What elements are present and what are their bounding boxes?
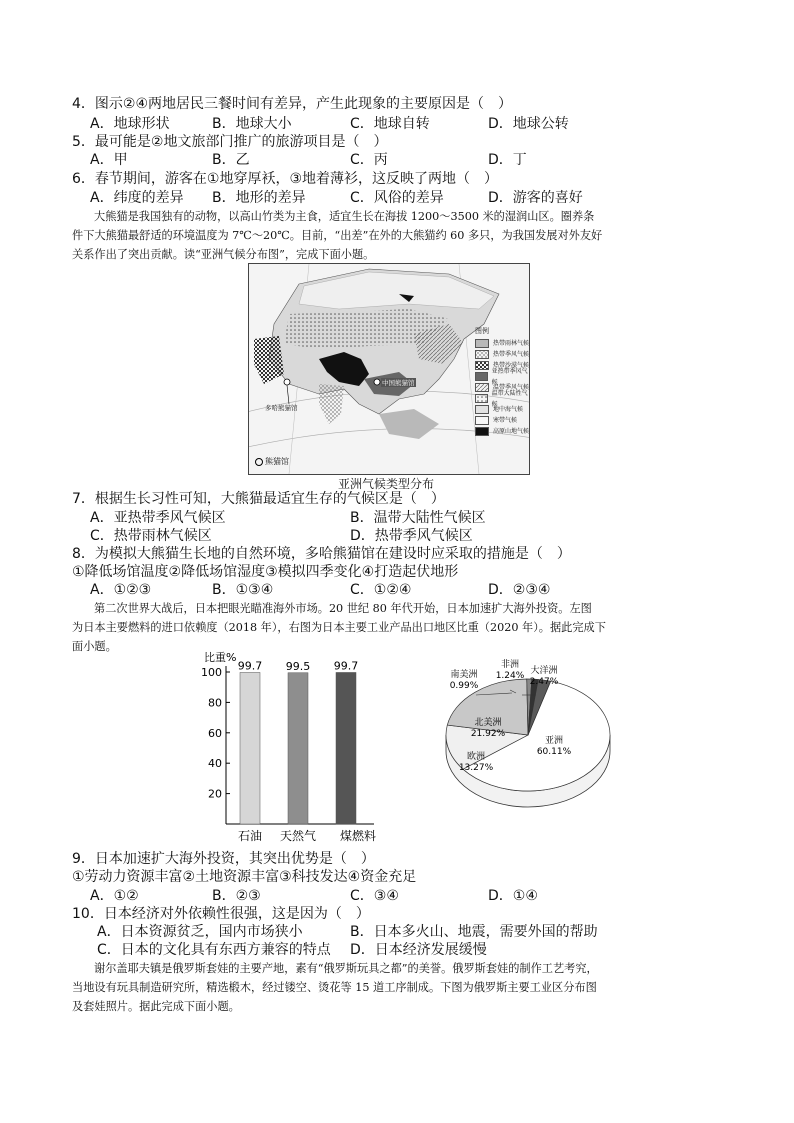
legend-item: 热带雨林气候 (475, 338, 529, 349)
q6-option-d[interactable]: D．游客的喜好 (488, 190, 583, 206)
q9-option-c[interactable]: C．③④ (350, 888, 399, 904)
pavilion-marker-icon (255, 458, 263, 466)
map-legend (475, 326, 529, 437)
q8-option-b[interactable]: B．①③④ (212, 582, 274, 598)
legend-item: 寒带气候 (475, 415, 529, 426)
q10-option-d[interactable]: D．日本经济发展缓慢 (350, 942, 487, 958)
legend-swatch (475, 372, 488, 381)
q5-option-b[interactable]: B．乙 (212, 152, 250, 168)
q9-option-a[interactable]: A．①② (90, 888, 139, 904)
x-axis-label: 燃料 (351, 829, 376, 843)
panda-passage-line-3: 关系作出了突出贡献。读“亚洲气候分布图”，完成下面小题。 (72, 248, 375, 261)
q7-option-a[interactable]: A．亚热带季风气候区 (90, 510, 226, 526)
q8-stem: 8．为模拟大熊猫生长地的自然环境，多哈熊猫馆在建设时应采取的措施是（ ） (72, 546, 571, 562)
q7-option-c[interactable]: C．热带雨林气候区 (90, 528, 212, 544)
y-tick-label: 20 (208, 787, 222, 801)
bar (240, 672, 260, 824)
q5-option-d[interactable]: D．丁 (488, 152, 527, 168)
pie-value-label: 1.24% (495, 671, 525, 681)
pie-value-label: 2.47% (529, 677, 559, 687)
y-tick-label: 80 (208, 696, 222, 710)
export-region-share-chart (436, 655, 626, 825)
pavilion-legend-label: 熊猫馆 (265, 457, 289, 466)
q10-option-a[interactable]: A．日本资源贫乏，国内市场狭小 (97, 924, 303, 940)
q5-option-a[interactable]: A．甲 (90, 152, 128, 168)
q7-option-b[interactable]: B．温带大陆性气候区 (350, 510, 486, 526)
y-tick-label: 100 (201, 666, 222, 679)
q8-statements: ①降低场馆温度②降低场馆湿度③模拟四季变化④打造起伏地形 (72, 564, 459, 580)
china-pavilion-label: 中国熊猫馆 (382, 379, 415, 387)
pie-slice-label: 亚洲 (544, 736, 564, 746)
q9-option-d[interactable]: D．①④ (488, 888, 538, 904)
x-tick-label: 天然气 (279, 829, 317, 843)
legend-swatch (475, 339, 489, 348)
q6-stem: 6．春节期间，游客在①地穿厚袄，③地着薄衫，这反映了两地（ ） (72, 171, 499, 187)
legend-swatch (475, 416, 489, 425)
y-tick-label: 40 (208, 757, 222, 771)
russia-passage-line-2: 当地设有玩具制造研究所，精选椴木，经过镂空、烫花等 15 道工序制成。下图为俄罗斯主要工业区分布图 (72, 981, 597, 994)
pie-slice-label: 南美洲 (450, 670, 478, 680)
legend-swatch (475, 427, 489, 436)
pie-slice-label: 非洲 (500, 660, 520, 670)
q6-option-c[interactable]: C．风俗的差异 (350, 190, 444, 206)
q10-option-c[interactable]: C．日本的文化具有东西方兼容的特点 (97, 942, 331, 958)
fuel-import-dependency-chart (196, 648, 396, 844)
pie-value-label: 21.92% (470, 729, 506, 739)
bar-value-label: 99.7 (237, 659, 263, 673)
map-caption: 亚洲气候类型分布 (338, 477, 435, 491)
q5-option-c[interactable]: C．丙 (350, 152, 388, 168)
pie-value-label: 0.99% (449, 681, 479, 691)
bar (288, 673, 308, 824)
q8-option-d[interactable]: D．②③④ (488, 582, 551, 598)
q9-stem: 9．日本加速扩大海外投资，其突出优势是（ ） (72, 851, 375, 867)
legend-swatch (475, 350, 489, 359)
pie-slice-label: 大洋洲 (530, 666, 558, 676)
bar-value-label: 99.7 (333, 659, 359, 673)
legend-item: 热带季风气候 (475, 349, 529, 360)
russia-passage-line-3: 及套娃照片。据此完成下面小题。 (72, 1000, 240, 1013)
q10-stem: 10．日本经济对外依赖性很强，这是因为（ ） (72, 906, 370, 922)
q10-option-b[interactable]: B．日本多火山、地震，需要外国的帮助 (350, 924, 598, 940)
legend-swatch (475, 394, 488, 403)
q9-statements: ①劳动力资源丰富②土地资源丰富③科技发达④资金充足 (72, 869, 417, 885)
pie-value-label: 60.11% (536, 747, 572, 757)
q6-option-a[interactable]: A．纬度的差异 (90, 190, 184, 206)
y-tick-label: 60 (208, 726, 222, 740)
legend-swatch (475, 383, 489, 392)
q9-option-b[interactable]: B．②③ (212, 888, 261, 904)
russia-passage (72, 959, 724, 1016)
legend-item: 热带沙漠气候 (475, 360, 529, 371)
panda-passage-line-1: 大熊猫是我国独有的动物，以高山竹类为主食，适宜生长在海拔 1200～3500 米的湿润山区。圈养条 (94, 210, 595, 223)
q6-option-b[interactable]: B．地形的差异 (212, 190, 306, 206)
x-tick-label: 石油 (237, 829, 263, 843)
q4-stem: 4．图示②④两地居民三餐时间有差异，产生此现象的主要原因是（ ） (72, 96, 513, 112)
asia-climate-map (248, 263, 530, 475)
q8-option-a[interactable]: A．①②③ (90, 582, 152, 598)
q4-option-a[interactable]: A．地球形状 (90, 116, 170, 132)
bar (336, 672, 356, 824)
panda-passage (72, 207, 724, 264)
x-tick-label: 煤 (339, 829, 353, 843)
japan-passage-line-2: 为日本主要燃料的进口依赖度（2018 年），右图为日本主要工业产品出口地区比重（2020 年）。据此完成下 (72, 621, 606, 634)
q8-option-c[interactable]: C．①②④ (350, 582, 412, 598)
pavilion-legend (255, 456, 289, 467)
legend-swatch (475, 361, 489, 370)
q4-option-b[interactable]: B．地球大小 (212, 116, 292, 132)
legend-swatch (475, 405, 489, 414)
bar-value-label: 99.5 (285, 659, 311, 673)
legend-item: 高原山地气候 (475, 426, 529, 437)
q7-option-d[interactable]: D．热带季风气候区 (350, 528, 473, 544)
y-axis-label: 比重% (204, 651, 237, 664)
q5-stem: 5．最可能是②地文旅部门推广的旅游项目是（ ） (72, 134, 388, 150)
q4-option-c[interactable]: C．地球自转 (350, 116, 430, 132)
legend-item: 温带季风气候 (475, 382, 529, 393)
panda-passage-line-2: 件下大熊猫最舒适的环境温度为 7℃～20℃。目前，“出差”在外的大熊猫约 60 多只，为我国发展对外友好 (72, 229, 603, 242)
legend-item: 温带大陆性气候 (475, 393, 529, 404)
map-legend-title: 图例 (475, 327, 489, 335)
russia-passage-line-1: 谢尔盖耶夫镇是俄罗斯套娃的主要产地，素有“俄罗斯玩具之都”的美誉。俄罗斯套娃的制作工艺考究， (94, 962, 598, 975)
legend-item: 地中海气候 (475, 404, 529, 415)
japan-passage-line-1: 第二次世界大战后，日本把眼光瞄准海外市场。20 世纪 80 年代开始，日本加速扩大海外投资。左图 (94, 602, 592, 615)
pie-slice-label: 欧洲 (466, 752, 486, 762)
pie-slice-label: 北美洲 (474, 718, 502, 728)
japan-passage-line-3: 面小题。 (72, 640, 117, 653)
pie-value-label: 13.27% (458, 763, 494, 773)
legend-item: 亚热带季风气候 (475, 371, 529, 382)
q7-stem: 7．根据生长习性可知，大熊猫最适宜生存的气候区是（ ） (72, 491, 445, 507)
q4-option-d[interactable]: D．地球公转 (488, 116, 569, 132)
japan-passage (72, 599, 724, 656)
doha-pavilion-label: 多哈熊猫馆 (265, 404, 298, 412)
